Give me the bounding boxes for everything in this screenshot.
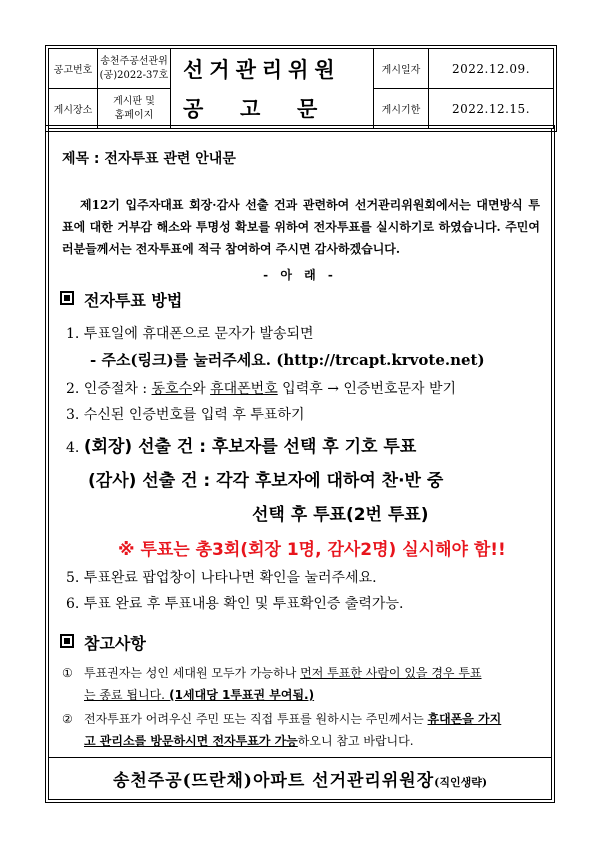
- post-date-label: 게시일자: [374, 49, 429, 89]
- post-place-label: 게시장소: [49, 89, 98, 129]
- issuer-signature: 송천주공(뜨란채)아파트 선거관리위원장(직인생략): [112, 771, 488, 791]
- step-1-link-line: - 주소(링크)를 눌러주세요. (http://trcapt.krvote.net): [90, 351, 485, 369]
- subject-line: 제목 : 전자투표 관련 안내문: [62, 151, 236, 167]
- section-electronic-voting: 전자투표 방법: [60, 288, 182, 311]
- warning-vote-count: ※ 투표는 총3회(회장 1명, 감사2명) 실시해야 함!!: [118, 540, 506, 560]
- step-1: 1. 투표일에 휴대폰으로 문자가 발송되면: [66, 326, 314, 342]
- step-3: 3. 수신된 인증번호를 입력 후 투표하기: [66, 407, 305, 423]
- ahrae-separator: - 아 래 -: [263, 268, 337, 282]
- notice-header-table: [48, 48, 554, 129]
- notice-number-label: 공고번호: [49, 49, 98, 89]
- title-committee: 선거관리위원: [171, 49, 374, 89]
- post-period-label: 게시기한: [374, 89, 429, 129]
- post-date-value: 2022.12.09.: [429, 49, 554, 89]
- intro-paragraph: 제12기 입주자대표 회장·감사 선출 건과 관련하여 선거관리위원회에서는 대면방식 투표에 대한 거부감 해소와 투명성 확보를 위하여 전자투표를 실시하기로 하였습니다. 주민여러분들께서는 전자투표에 적극 참여하여 주시면 감사하겠습니다.: [62, 198, 540, 256]
- vote-url-link[interactable]: (http://trcapt.krvote.net): [276, 351, 485, 369]
- step-5: 5. 투표완료 팝업창이 나타나면 확인을 눌러주세요.: [66, 570, 377, 586]
- post-place-value: 게시판 및 홈페이지: [98, 89, 171, 129]
- step-4-auditor-cont: 선택 후 투표(2번 투표): [252, 505, 429, 525]
- step-2: 2. 인증절차 : 동호수와 휴대폰번호 입력후 → 인증번호문자 받기: [66, 381, 457, 397]
- title-notice: 공 고 문: [171, 89, 374, 129]
- note-1: ① 투표권자는 성인 세대원 모두가 가능하나 먼저 투표한 사람이 있을 경우 투표 는 종료 됩니다. (1세대당 1투표권 부여됨.): [62, 666, 482, 702]
- post-period-value: 2022.12.15.: [429, 89, 554, 129]
- step-6: 6. 투표 완료 후 투표내용 확인 및 투표확인증 출력가능.: [66, 596, 404, 612]
- footer-divider: [48, 757, 552, 758]
- step-4-auditor: (감사) 선출 건 : 각각 후보자에 대하여 찬·반 중: [88, 471, 444, 491]
- square-bullet-icon: [60, 634, 74, 648]
- notice-number-value: 송천주공선관위 (공)2022-37호: [98, 49, 171, 89]
- step-4: 4. (회장) 선출 건 : 후보자를 선택 후 기호 투표: [66, 437, 417, 457]
- square-bullet-icon: [60, 291, 74, 305]
- note-2: ② 전자투표가 어려우신 주민 또는 직접 투표를 원하시는 주민께서는 휴대폰을 가지 고 관리소를 방문하시면 전자투표가 가능하오니 참고 바랍니다.: [62, 712, 502, 748]
- section-notes: 참고사항: [60, 631, 146, 654]
